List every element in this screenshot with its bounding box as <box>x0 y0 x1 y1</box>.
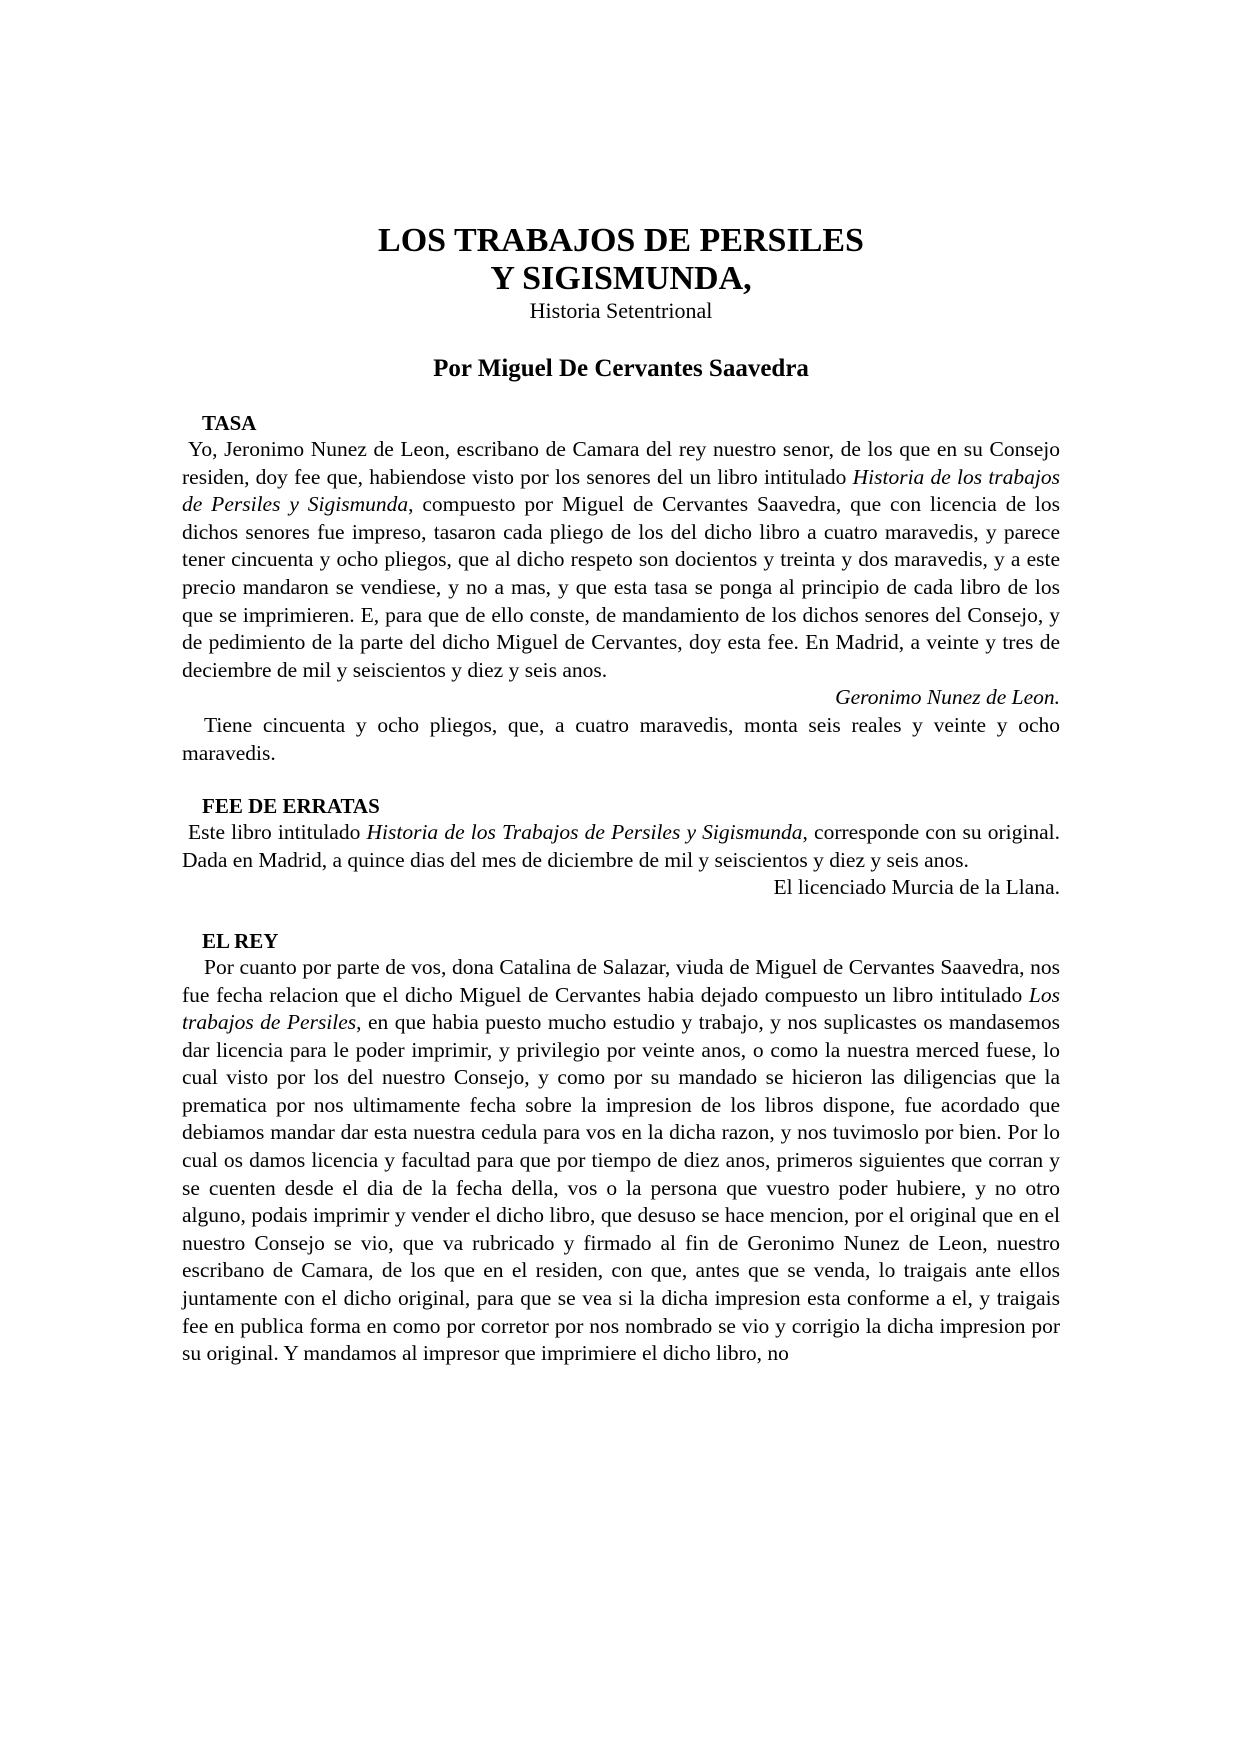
erratas-book-title: Historia de los Trabajos de Persiles y Sigismunda <box>366 820 803 845</box>
erratas-signature: El licenciado Murcia de la Llana. <box>773 875 1060 900</box>
erratas-paragraph <box>182 819 1060 874</box>
erratas-p1-text-a: Este libro intitulado <box>188 820 367 845</box>
section-tasa <box>182 410 1060 767</box>
rey-book-title: Los trabajos de Persiles <box>182 982 1060 1035</box>
document-subtitle: Historia Setentrional <box>529 298 713 323</box>
section-el-rey <box>182 928 1060 1368</box>
rey-p1-text-b: , en que habia puesto mucho estudio y trabajo, y nos suplicastes os mandasemos dar licencia para le poder imprimir, y privilegio por veinte anos, o como la nuestra merced fuese, lo cual visto por los del nuestro Consejo, y como por su mandado se hicieron las diligencias que la prematica por nos ultimamente fecha sobre la impresion de los libros dispone, fue acordado que debiamos mandar dar esta nuestra cedula para vos en la dicha razon, y nos tuvimoslo por bien. Por lo cual os damos licencia y facultad para que por tiempo de diez anos, primeros siguientes que corran y se cuenten desde el dia de la fecha della, vos o la persona que vuestro poder hubiere, y no otro alguno, podais imprimir y vender el dicho libro, que desuso se hace mencion, por el original que en el nuestro Consejo se vio, que va rubricado y firmado al fin de Geronimo Nunez de Leon, nuestro escribano de Camara, de los que en el residen, con que, antes que se venda, lo traigais ante ellos juntamente con el dicho original, para que se vea si la dicha impresion esta conforme a el, y traigais fee en publica forma en como por corretor por nos nombrado se vio y corrigio la dicha impresion por su original. Y mandamos al impresor que imprimiere el dicho libro, no <box>182 1010 1060 1366</box>
title-line-2: Y SIGISMUNDA, <box>490 260 752 297</box>
section-heading-erratas: FEE DE ERRATAS <box>202 794 380 819</box>
tasa-signature: Geronimo Nunez de Leon. <box>835 685 1060 710</box>
tasa-paragraph-1 <box>182 436 1060 684</box>
document-title <box>182 222 1060 298</box>
tasa-book-title: Historia de los trabajos de Persiles y Sigismunda <box>182 464 1060 517</box>
erratas-p1-text-b: , corresponde con su original. Dada en Madrid, a quince dias del mes de diciembre de mil y seiscientos y diez y seis anos. <box>182 820 1060 872</box>
rey-p1-text-a: Por cuanto por parte de vos, dona Catalina de Salazar, viuda de Miguel de Cervantes Saavedra, nos fue fecha relacion que el dicho Miguel de Cervantes habia dejado compuesto un libro intitulado <box>182 954 1060 1007</box>
section-fee-de-erratas <box>182 793 1060 902</box>
document-page <box>182 222 1060 1368</box>
title-line-1: LOS TRABAJOS DE PERSILES <box>378 222 864 259</box>
section-heading-tasa: TASA <box>202 411 257 435</box>
section-heading-rey: EL REY <box>202 928 279 953</box>
document-author: Por Miguel De Cervantes Saavedra <box>433 355 809 382</box>
tasa-p1-text-a: Yo, Jeronimo Nunez de Leon, escribano de Camara del rey nuestro senor, de los que en su Consejo residen, doy fee que, habiendose visto por los senores del un libro intitulado <box>182 437 1060 489</box>
tasa-p1-text-b: , compuesto por Miguel de Cervantes Saavedra, que con licencia de los dichos senores fue impreso, tasaron cada pliego de los del dicho libro a cuatro maravedis, y parece tener cincuenta y ocho pliegos, que al dicho respeto son docientos y treinta y dos maravedis, y a este precio mandaron se vendiese, y no a mas, y que esta tasa se ponga al principio de cada libro de los que se imprimieren. E, para que de ello conste, de mandamiento de los dichos senores del Consejo, y de pedimiento de la parte del dicho Miguel de Cervantes, doy esta fee. En Madrid, a veinte y tres de deciembre de mil y seiscientos y diez y seis anos. <box>182 492 1060 682</box>
rey-paragraph <box>182 954 1060 1368</box>
tasa-paragraph-2: Tiene cincuenta y ocho pliegos, que, a cuatro maravedis, monta seis reales y veinte y ocho maravedis. <box>182 712 1060 765</box>
